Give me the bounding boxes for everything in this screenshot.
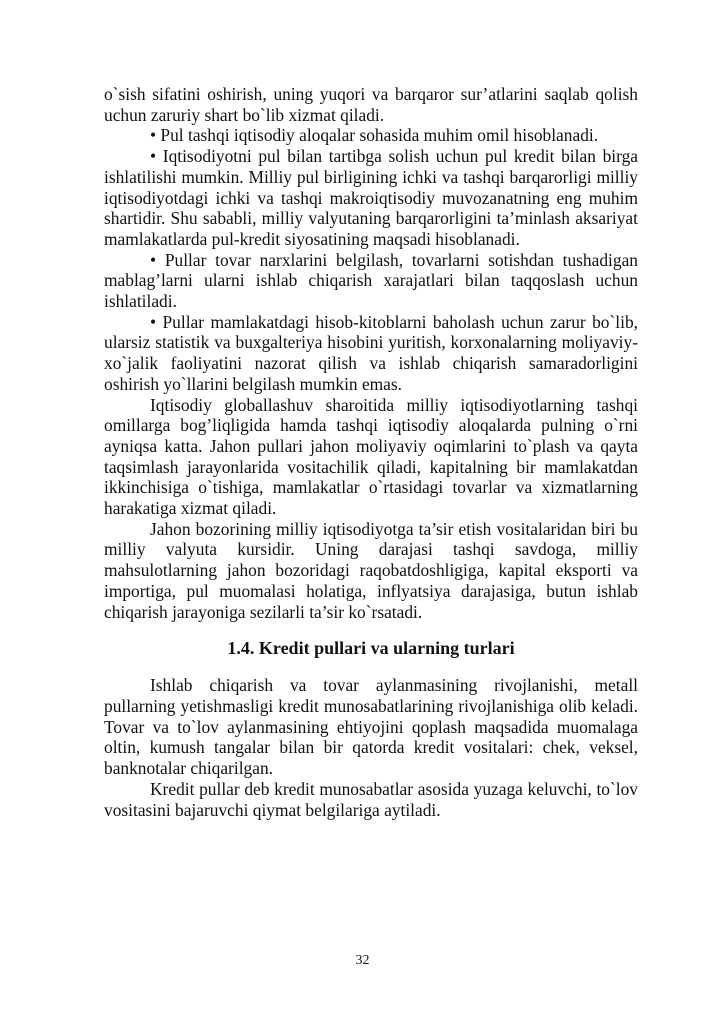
bullet-paragraph: • Pullar mamlakatdagi hisob-kitoblarni baholash uchun zarur bo`lib, ularsiz statistik va buxgalteriya hisobini yuritish, korxonalarning moliyaviy-xo`jalik faoliyatini nazorat qilish va ishlab chiqarish samaradorligini oshirish yo`llarini belgilash mumkin emas.	[104, 311, 638, 394]
body-text	[104, 84, 638, 820]
bullet-paragraph: • Pullar tovar narxlarini belgilash, tovarlarni sotishdan tushadigan mablag’larni ularni ishlab chiqarish xarajatlari bilan taqqoslash uchun ishlatiladi.	[104, 249, 638, 312]
paragraph-continuation: o`sish sifatini oshirish, uning yuqori va barqaror sur’atlarini saqlab qolish uchun zaruriy shart bo`lib xizmat qiladi.	[104, 84, 638, 125]
paragraph: Kredit pullar deb kredit munosabatlar asosida yuzaga keluvchi, to`lov vositasini bajaruvchi qiymat belgilariga aytiladi.	[104, 778, 638, 820]
section-heading: 1.4. Kredit pullari va ularning turlari	[227, 638, 515, 659]
bullet-paragraph: • Iqtisodiyotni pul bilan tartibga solish uchun pul kredit bilan birga ishlatilishi mumkin. Milliy pul birligining ichki va tashqi barqarorligi milliy iqtisodiyotdagi ichki va tashqi makroiqtisodiy muvozanatning eng muhim shartidir. Shu sababli, milliy valyutaning barqarorligini ta’minlash aksariyat mamlakatlarda pul-kredit siyosatining maqsadi hisoblanadi.	[104, 146, 638, 249]
page-number: 32	[355, 953, 370, 968]
paragraph: Iqtisodiy globallashuv sharoitida milliy iqtisodiyotlarning tashqi omillarga bog’liqligida hamda tashqi iqtisodiy aloqalarda pulning o`rni ayniqsa katta. Jahon pullari jahon moliyaviy oqimlarini to`plash va qayta taqsimlash jarayonlarida vositachilik qiladi, kapitalning bir mamlakatdan ikkinchisiga o`tishiga, mamlakatlar o`rtasidagi tovarlar va xizmatlarning harakatiga xizmat qiladi.	[104, 394, 638, 519]
bullet-paragraph: • Pul tashqi iqtisodiy aloqalar sohasida muhim omil hisoblanadi.	[150, 125, 599, 146]
paragraph: Jahon bozorining milliy iqtisodiyotga ta’sir etish vositalaridan biri bu milliy valyuta kursidir. Uning darajasi tashqi savdoga, milliy mahsulotlarning jahon bozoridagi raqobatdoshligiga, kapital eksporti va importiga, pul muomalasi holatiga, inflyatsiya darajasiga, butun ishlab chiqarish jarayoniga sezilarli ta’sir ko`rsatadi.	[104, 518, 638, 622]
paragraph: Ishlab chiqarish va tovar aylanmasining rivojlanishi, metall pullarning yetishmasligi kredit munosabatlarining rivojlanishiga olib keladi. Tovar va to`lov aylanmasining ehtiyojini qoplash maqsadida muomalaga oltin, kumush tangalar bilan bir qatorda kredit vositalari: chek, veksel, banknotalar chiqarilgan.	[104, 675, 638, 779]
